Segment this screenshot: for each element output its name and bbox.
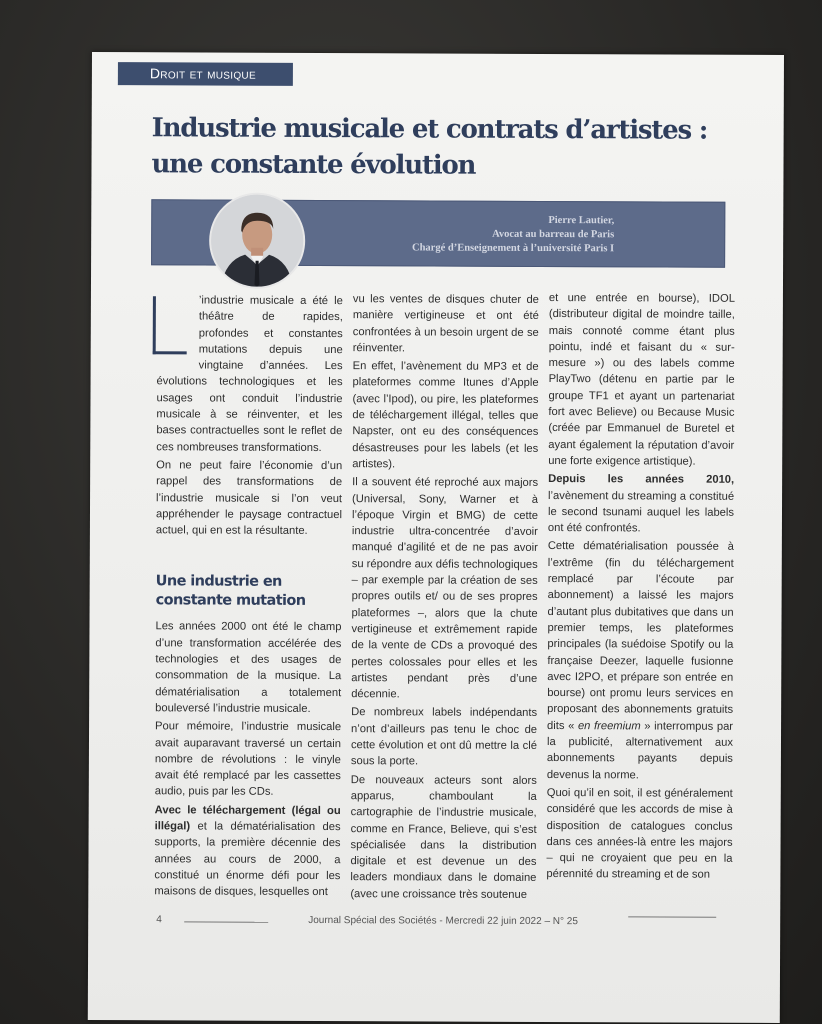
column-3 — [546, 290, 735, 885]
footer-rule-right — [628, 916, 716, 917]
dropcap-l-icon — [153, 296, 195, 364]
section-rubric: Droit et musique — [118, 62, 293, 86]
author-portrait-icon — [211, 195, 303, 287]
paragraph-text: l’avènement du streaming a constitué le second tsunami auquel les labels ont été confrontés. — [547, 489, 735, 535]
paragraph: vu les ventes de disques chuter de manière vertigineuse et ont été confrontées à un besoin urgent de se réinventer. — [352, 293, 539, 355]
paragraph — [548, 471, 734, 537]
author-photo — [209, 193, 305, 289]
paragraph-text: Cette dématérialisation poussée à l’extrême (fin du téléchargement remplacé par l’écoute par abonnement) a laissé les majors d’autant plus dubitatives que dans un premier temps, les plateformes principales (la suédoise Spotify ou la française Deezer, laquelle fusionne avec I2PO, et prépare son entrée en bourse) ont promu leurs services en proposant des abonnements gratuits dits « — [547, 540, 734, 732]
paragraph: On ne peut faire l’économie d’un rappel des transformations de l’industrie musicale si l’on veut appréhender le paysage contractuel actuel, qui en est la résultante. — [155, 459, 343, 538]
intro-paragraph: ’industrie musicale a été le théâtre de rapides, profondes et constantes mutations depuis une vingtaine d’années. Les évolutions technologiques et les usages ont conduit l’industrie musicale à se réinventer, et les bases contractuelles sont le reflet de ces nombreuses transformations. — [156, 294, 343, 454]
author-name: Pierre Lautier, — [548, 214, 615, 227]
paragraph: Les années 2000 ont été le champ d’une transformation accélérée des technologies et des usages de consommation de la musique. La dématérialisation a totalement bouleversé l’industrie musicale. — [155, 620, 342, 715]
paragraph — [547, 538, 734, 783]
paragraph: En effet, l’avènement du MP3 et de plateformes comme Itunes d’Apple (avec l’Ipod), ou pire, les plateformes de téléchargement illégal, telles que Napster, ont eu des conséquences désastreuses pour les labels (et les artistes). — [352, 360, 539, 471]
italic-term: en freemium — [577, 719, 641, 733]
paragraph: De nouveaux acteurs sont alors apparus, chamboulant la cartographie de l’industrie musicale, comme en France, Believe, qui s’est spécialisée dans la distribution digitale et est devenue un des leaders mondiaux dans le domaine (avec une croissance très soutenue — [350, 773, 537, 901]
page-footer — [88, 914, 780, 937]
paragraph: et une entrée en bourse), IDOL (distributeur digital de moindre taille, mais connoté comme étant plus pointu, indé et faisant du « sur-mesure ») ou des labels comme PlayTwo (détenu en partie par le groupe TF1 et ayant un partenariat fort avec Believe) ou Because Music (créée par Emmanuel de Buretel et ayant également la réputation d’avoir une forte exigence artistique). — [548, 291, 735, 468]
headline-line-1: Industrie musicale et contrats d’artistes : — [151, 113, 708, 146]
journal-line: Journal Spécial des Sociétés - Mercredi 22 juin 2022 – N° 25 — [308, 914, 578, 928]
article-headline — [151, 110, 711, 184]
paragraph: Quoi qu’il en soit, il est généralement considéré que les accords de mise à disposition de catalogues conclus dans ces années-là entre les majors – qui ne croyaient que peu en la pérennité du streaming et de son — [546, 786, 733, 882]
author-role-2: Chargé d’Enseignement à l’université Paris I — [411, 242, 615, 255]
author-credit — [412, 213, 614, 256]
headline-line-2: une constante évolution — [151, 149, 476, 181]
bold-lead: Avec le téléchargement (légal ou illégal) — [154, 803, 341, 833]
footer-rule-left — [184, 921, 268, 922]
bold-lead: Depuis les années 2010, — [548, 473, 735, 487]
paragraph-text: » interrompus par la publicité, alternativement aux abonnements payants depuis devenus la norme. — [546, 720, 734, 782]
magazine-page — [88, 52, 784, 1023]
section-heading: Une industrie en constante mutation — [155, 573, 306, 610]
paragraph — [154, 802, 340, 901]
paragraph: Il a souvent été reproché aux majors (Universal, Sony, Warner et à l’époque Virgin et BMG) de cette industrie ultra-concentrée d’avoir manqué d’agilité et de ne pas avoir su répondre aux défis technologiques – par exemple par la création de ses propres outils et/ ou de ses propres plateformes –, alors que la chute vertigineuse et extrêmement rapide de la vente de CDs a provoqué des pertes colossales pour elles et les artistes pendant près d’une décennie. — [351, 476, 539, 701]
author-role-1: Avocat au barreau de Paris — [492, 228, 615, 241]
column-1 — [154, 292, 343, 902]
column-2 — [350, 291, 539, 905]
page-number: 4 — [156, 914, 162, 926]
paragraph: Pour mémoire, l’industrie musicale avait auparavant traversé un certain nombre de révolutions : le vinyle avait été remplacé par les cassettes audio, puis par les CDs. — [154, 720, 342, 799]
paragraph: De nombreux labels indépendants n’ont d’ailleurs pas tenu le choc de cette évolution et ont dû mettre la clé sous la porte. — [350, 706, 538, 768]
paragraph-text: et la dématérialisation des supports, la première décennie des années au cours de 2000, a constitué un énorme défi pour les maisons de disques, lesquelles ont — [154, 820, 341, 899]
